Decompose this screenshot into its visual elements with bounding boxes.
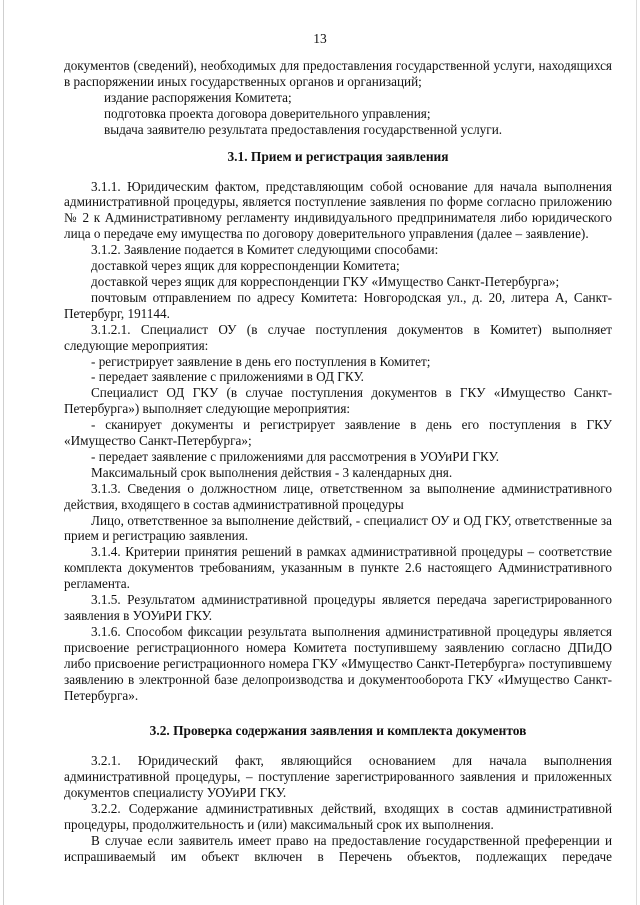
- list-item: подготовка проекта договора доверительного управления;: [104, 105, 431, 121]
- section-heading: 3.1. Прием и регистрация заявления: [227, 148, 449, 164]
- paragraph: 3.1.3. Сведения о должностном лице, ответственном за выполнение административного действия, входящего в состав административной процедуры: [64, 480, 612, 512]
- paragraph: 3.1.6. Способом фиксации результата выполнения административной процедуры является присвоение регистрационного номера Комитета поступившему заявлению согласно ДПиДО либо присвоение регистрационного номера ГКУ «Имущество Санкт-Петербурга» поступившему заявлению в электронной базе делопроизводства и документооборота ГКУ «Имущество Санкт-Петербурга».: [64, 623, 612, 703]
- paragraph: 3.1.1. Юридическим фактом, представляющим собой основание для начала выполнения административной процедуры, является поступление заявления по форме согласно приложению № 2 к Административному регламенту индивидуального предпринимателя либо юридического лица о передаче ему имущества по договору доверительного управления (далее – заявление).: [64, 178, 612, 242]
- list-item: - сканирует документы и регистрирует заявление в день его поступления в ГКУ «Имущество Санкт-Петербурга»;: [64, 417, 612, 449]
- list-item: издание распоряжения Комитета;: [104, 89, 292, 105]
- page-number: 13: [313, 31, 327, 46]
- list-item: доставкой через ящик для корреспонденции ГКУ «Имущество Санкт-Петербурга»;: [91, 273, 560, 289]
- scan-edge-left: [3, 0, 4, 905]
- list-item: почтовым отправлением по адресу Комитета: Новгородская ул., д. 20, литера А, Санкт-Петербург, 191144.: [64, 289, 612, 321]
- paragraph: 3.1.5. Результатом административной процедуры является передача зарегистрированного заявления в УОУиРИ ГКУ.: [64, 592, 612, 623]
- paragraph: 3.2.1. Юридический факт, являющийся основанием для начала выполнения административной процедуры, – поступление зарегистрированного заявления и приложенных документов специалисту УОУиРИ ГКУ.: [64, 753, 612, 801]
- paragraph: 3.2.2. Содержание административных действий, входящих в состав административной процедуры, продолжительность и (или) максимальный срок их выполнения.: [64, 801, 612, 833]
- paragraph: Лицо, ответственное за выполнение действий, - специалист ОУ и ОД ГКУ, ответственные за прием и регистрацию заявления.: [64, 512, 612, 544]
- section-heading: 3.2. Проверка содержания заявления и комплекта документов: [149, 723, 527, 739]
- list-item: выдача заявителю результата предоставления государственной услуги.: [104, 121, 503, 137]
- list-item: доставкой через ящик для корреспонденции Комитета;: [91, 258, 400, 274]
- paragraph: Специалист ОД ГКУ (в случае поступления документов в ГКУ «Имущество Санкт-Петербурга») выполняет следующие мероприятия:: [64, 385, 612, 417]
- list-item: - передает заявление с приложениями в ОД ГКУ.: [91, 369, 364, 385]
- paragraph: 3.1.2. Заявление подается в Комитет следующими способами:: [91, 242, 439, 258]
- list-item: - регистрирует заявление в день его поступления в Комитет;: [91, 353, 431, 369]
- scan-edge-right: [636, 0, 637, 905]
- paragraph: 3.1.2.1. Специалист ОУ (в случае поступления документов в Комитет) выполняет следующие мероприятия:: [64, 321, 612, 353]
- paragraph: Максимальный срок выполнения действия - 3 календарных дня.: [91, 464, 453, 480]
- document-body: [64, 58, 612, 865]
- paragraph: 3.1.4. Критерии принятия решений в рамках административной процедуры – соответствие комплекта документов требованиям, указанным в пункте 2.6 настоящего Административного регламента.: [64, 544, 612, 592]
- list-item: - передает заявление с приложениями для рассмотрения в УОУиРИ ГКУ.: [91, 448, 500, 464]
- paragraph: В случае если заявитель имеет право на предоставление государственной преференции и испрашиваемый им объект включен в Перечень объектов, подлежащих передаче: [64, 832, 612, 864]
- paragraph: документов (сведений), необходимых для предоставления государственной услуги, находящихся в распоряжении иных государственных органов и организаций;: [64, 58, 612, 89]
